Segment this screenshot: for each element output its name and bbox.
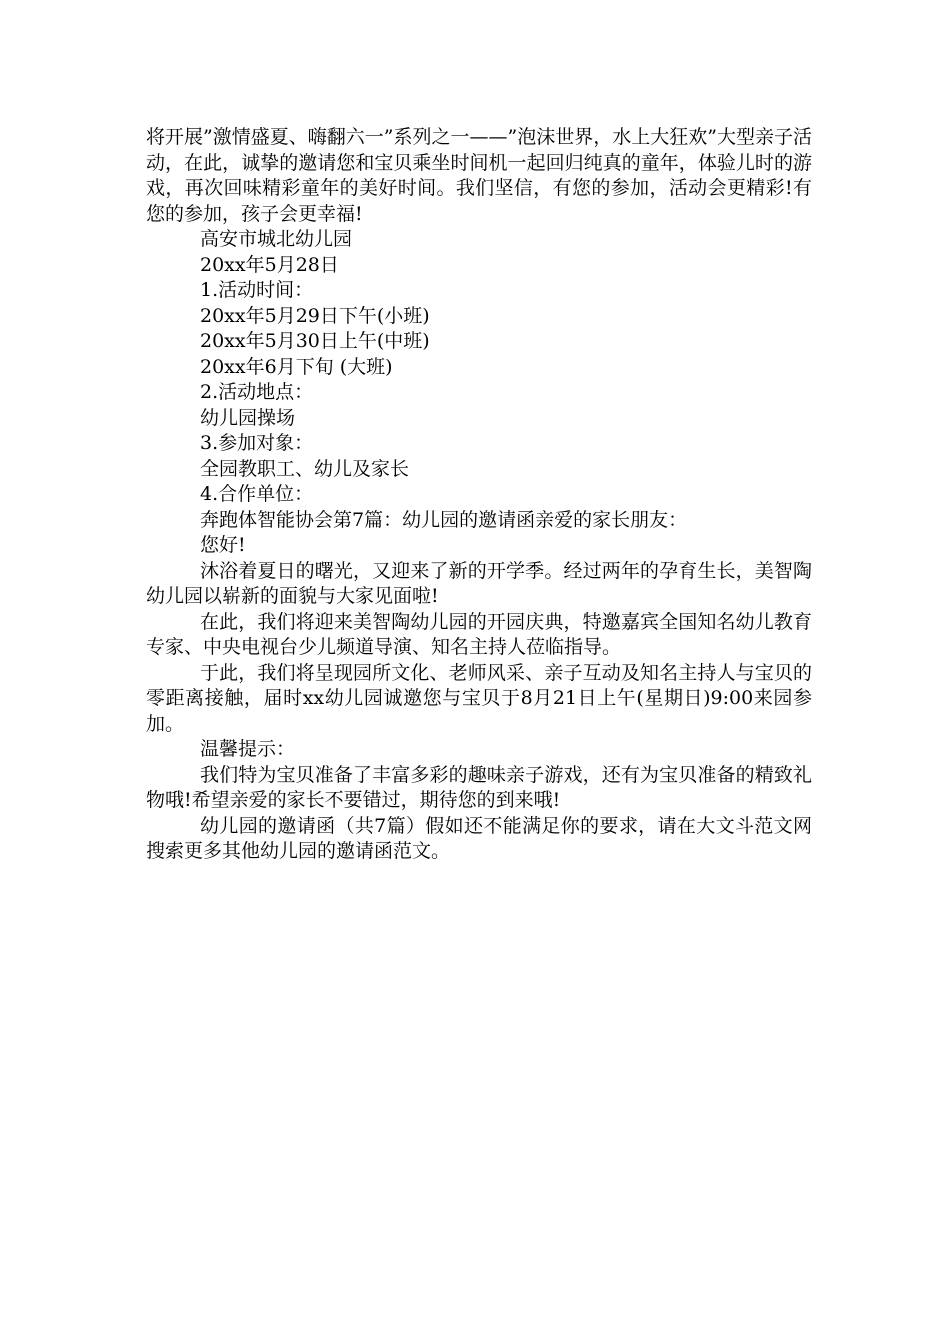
heading-partner: 4.合作单位： (200, 483, 314, 505)
paragraph-tips: 我们特为宝贝准备了丰富多彩的趣味亲子游戏，还有为宝贝准备的精致礼物哦!希望亲爱的家长不要错过，期待您的到来哦! (146, 763, 812, 811)
paragraph-event-details: 于此，我们将呈现园所文化、老师风采、亲子互动及知名主持人与宝贝的零距离接触，届时xx幼儿园诚邀您与宝贝于8月21日上午(星期日)9:00来园参加。 (146, 661, 812, 735)
heading-activity-time: 1.活动时间： (200, 279, 314, 301)
paragraph-time-large-class: 20xx年6月下旬 (大班) (200, 355, 393, 378)
paragraph-partner-and-letter-title: 奔跑体智能协会第7篇：幼儿园的邀请函亲爱的家长朋友： (200, 508, 688, 531)
heading-tips: 温馨提示： (200, 738, 296, 760)
paragraph-signature-org: 高安市城北幼儿园 (200, 228, 353, 250)
heading-participants: 3.参加对象： (200, 432, 314, 454)
heading-activity-location: 2.活动地点： (200, 381, 314, 403)
paragraph-greeting: 您好! (200, 534, 246, 556)
paragraph-footer-note: 幼儿园的邀请函（共7篇）假如还不能满足你的要求，请在大文斗范文网搜索更多其他幼儿园的邀请函范文。 (146, 814, 812, 862)
paragraph-new-term: 沐浴着夏日的曙光，又迎来了新的开学季。经过两年的孕育生长，美智陶幼儿园以崭新的面貌与大家见面啦! (146, 559, 812, 607)
paragraph-invitation-intro: 将开展”激情盛夏、嗨翻六一”系列之一——”泡沫世界，水上大狂欢”大型亲子活动，在此，诚挚的邀请您和宝贝乘坐时间机一起回归纯真的童年，体验儿时的游戏，再次回味精彩童年的美好时间。我们坚信，有您的参加，活动会更精彩!有您的参加，孩子会更幸福! (146, 126, 812, 225)
paragraph-time-middle-class: 20xx年5月30日上午(中班) (200, 330, 430, 352)
paragraph-opening-ceremony: 在此，我们将迎来美智陶幼儿园的开园庆典，特邀嘉宾全国知名幼儿教育专家、中央电视台少儿频道导演、知名主持人莅临指导。 (146, 610, 812, 658)
paragraph-signature-date: 20xx年5月28日 (200, 253, 339, 276)
paragraph-location: 幼儿园操场 (200, 406, 296, 429)
paragraph-time-small-class: 20xx年5月29日下午(小班) (200, 304, 430, 327)
paragraph-participants: 全园教职工、幼儿及家长 (200, 457, 410, 480)
document-body (146, 125, 812, 865)
